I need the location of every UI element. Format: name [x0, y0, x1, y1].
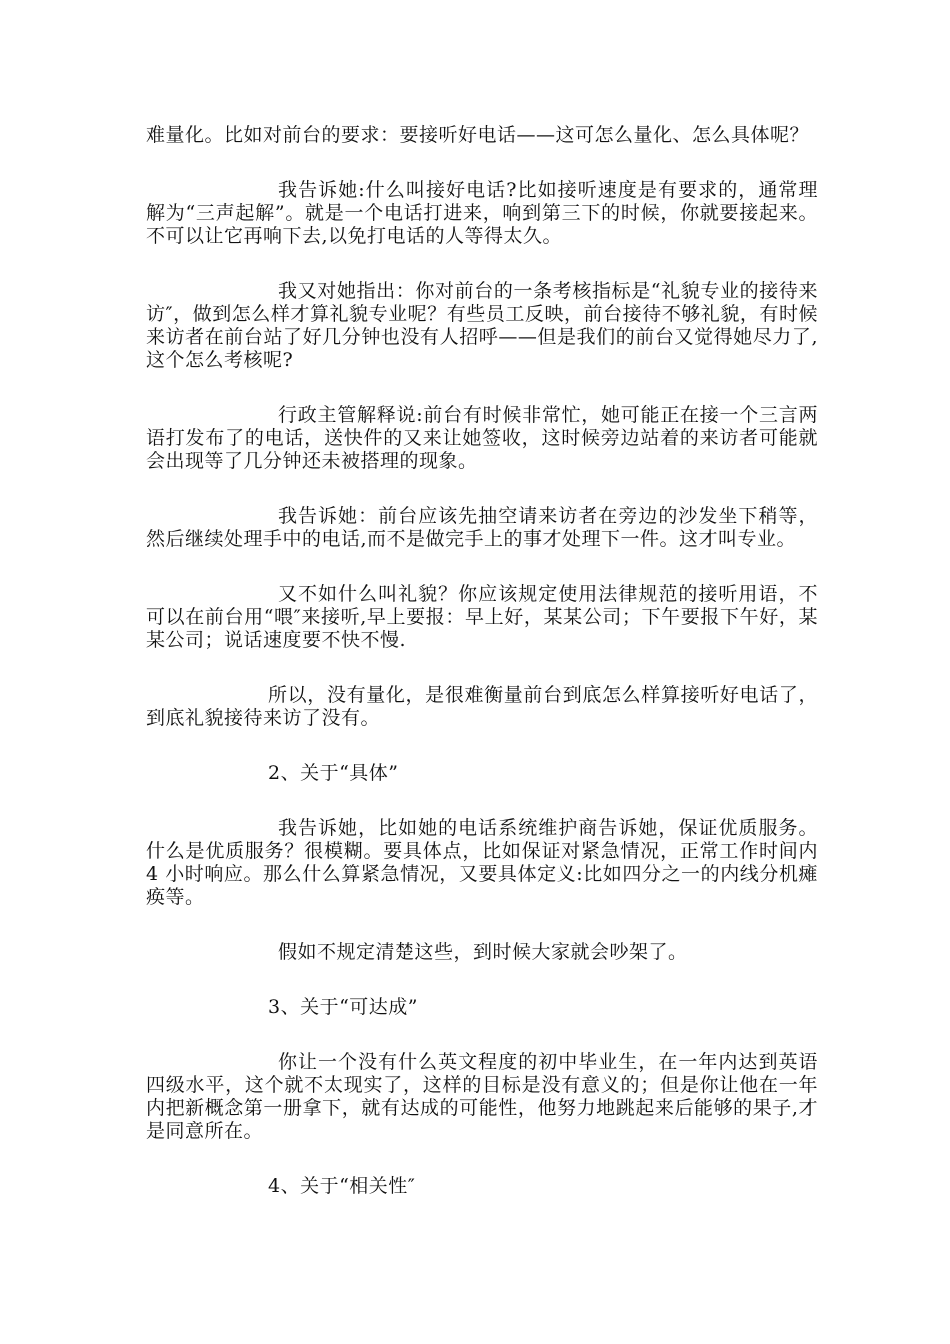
paragraph-3: 我又对她指出：你对前台的一条考核指标是“礼貌专业的接待来访″，做到怎么样才算礼貌专业呢？有些员工反映，前台接待不够礼貌，有时候来访者在前台站了好几分钟也没有人招呼——但是我们的前台又觉得她尽力了,这个怎么考核呢?: [146, 280, 818, 371]
paragraph-2: 我告诉她:什么叫接好电话?比如接听速度是有要求的，通常理解为“三声起解”。就是一个电话打进来，响到第三下的时候，你就要接起来。不可以让它再响下去,以免打电话的人等得太久。: [146, 179, 818, 247]
paragraph-9: 假如不规定清楚这些，到时候大家就会吵架了。: [278, 941, 688, 963]
document-body: [146, 124, 818, 1230]
section-heading-specific: 2、关于“具体”: [268, 762, 399, 784]
section-heading-relevance: 4、关于“相关性″: [268, 1175, 416, 1197]
section-heading-achievable: 3、关于“可达成”: [268, 996, 419, 1018]
paragraph-6: 又不如什么叫礼貌？你应该规定使用法律规范的接听用语，不可以在前台用“喂″来接听,早上要报：早上好，某某公司；下午要报下午好，某某公司；说话速度要不快不慢.: [146, 583, 818, 651]
paragraph-7: 所以，没有量化，是很难衡量前台到底怎么样算接听好电话了，到底礼貌接待来访了没有。: [146, 684, 818, 729]
paragraph-10: 你让一个没有什么英文程度的初中毕业生，在一年内达到英语四级水平，这个就不太现实了，这样的目标是没有意义的；但是你让他在一年内把新概念第一册拿下，就有达成的可能性，他努力地跳起来后能够的果子,才是同意所在。: [146, 1051, 818, 1142]
paragraph-8: 我告诉她，比如她的电话系统维护商告诉她，保证优质服务。什么是优质服务？很模糊。要具体点，比如保证对紧急情况，正常工作时间内 4 小时响应。那么什么算紧急情况，又要具体定义:比如四分之一的内线分机瘫痪等。: [146, 817, 818, 908]
paragraph-4: 行政主管解释说:前台有时候非常忙，她可能正在接一个三言两语打发布了的电话，送快件的又来让她签收，这时候旁边站着的来访者可能就会出现等了几分钟还未被搭理的现象。: [146, 404, 818, 472]
paragraph-1: 难量化。比如对前台的要求：要接听好电话——这可怎么量化、怎么具体呢？: [146, 124, 810, 146]
paragraph-5: 我告诉她：前台应该先抽空请来访者在旁边的沙发坐下稍等，然后继续处理手中的电话,而不是做完手上的事才处理下一件。这才叫专业。: [146, 505, 818, 550]
